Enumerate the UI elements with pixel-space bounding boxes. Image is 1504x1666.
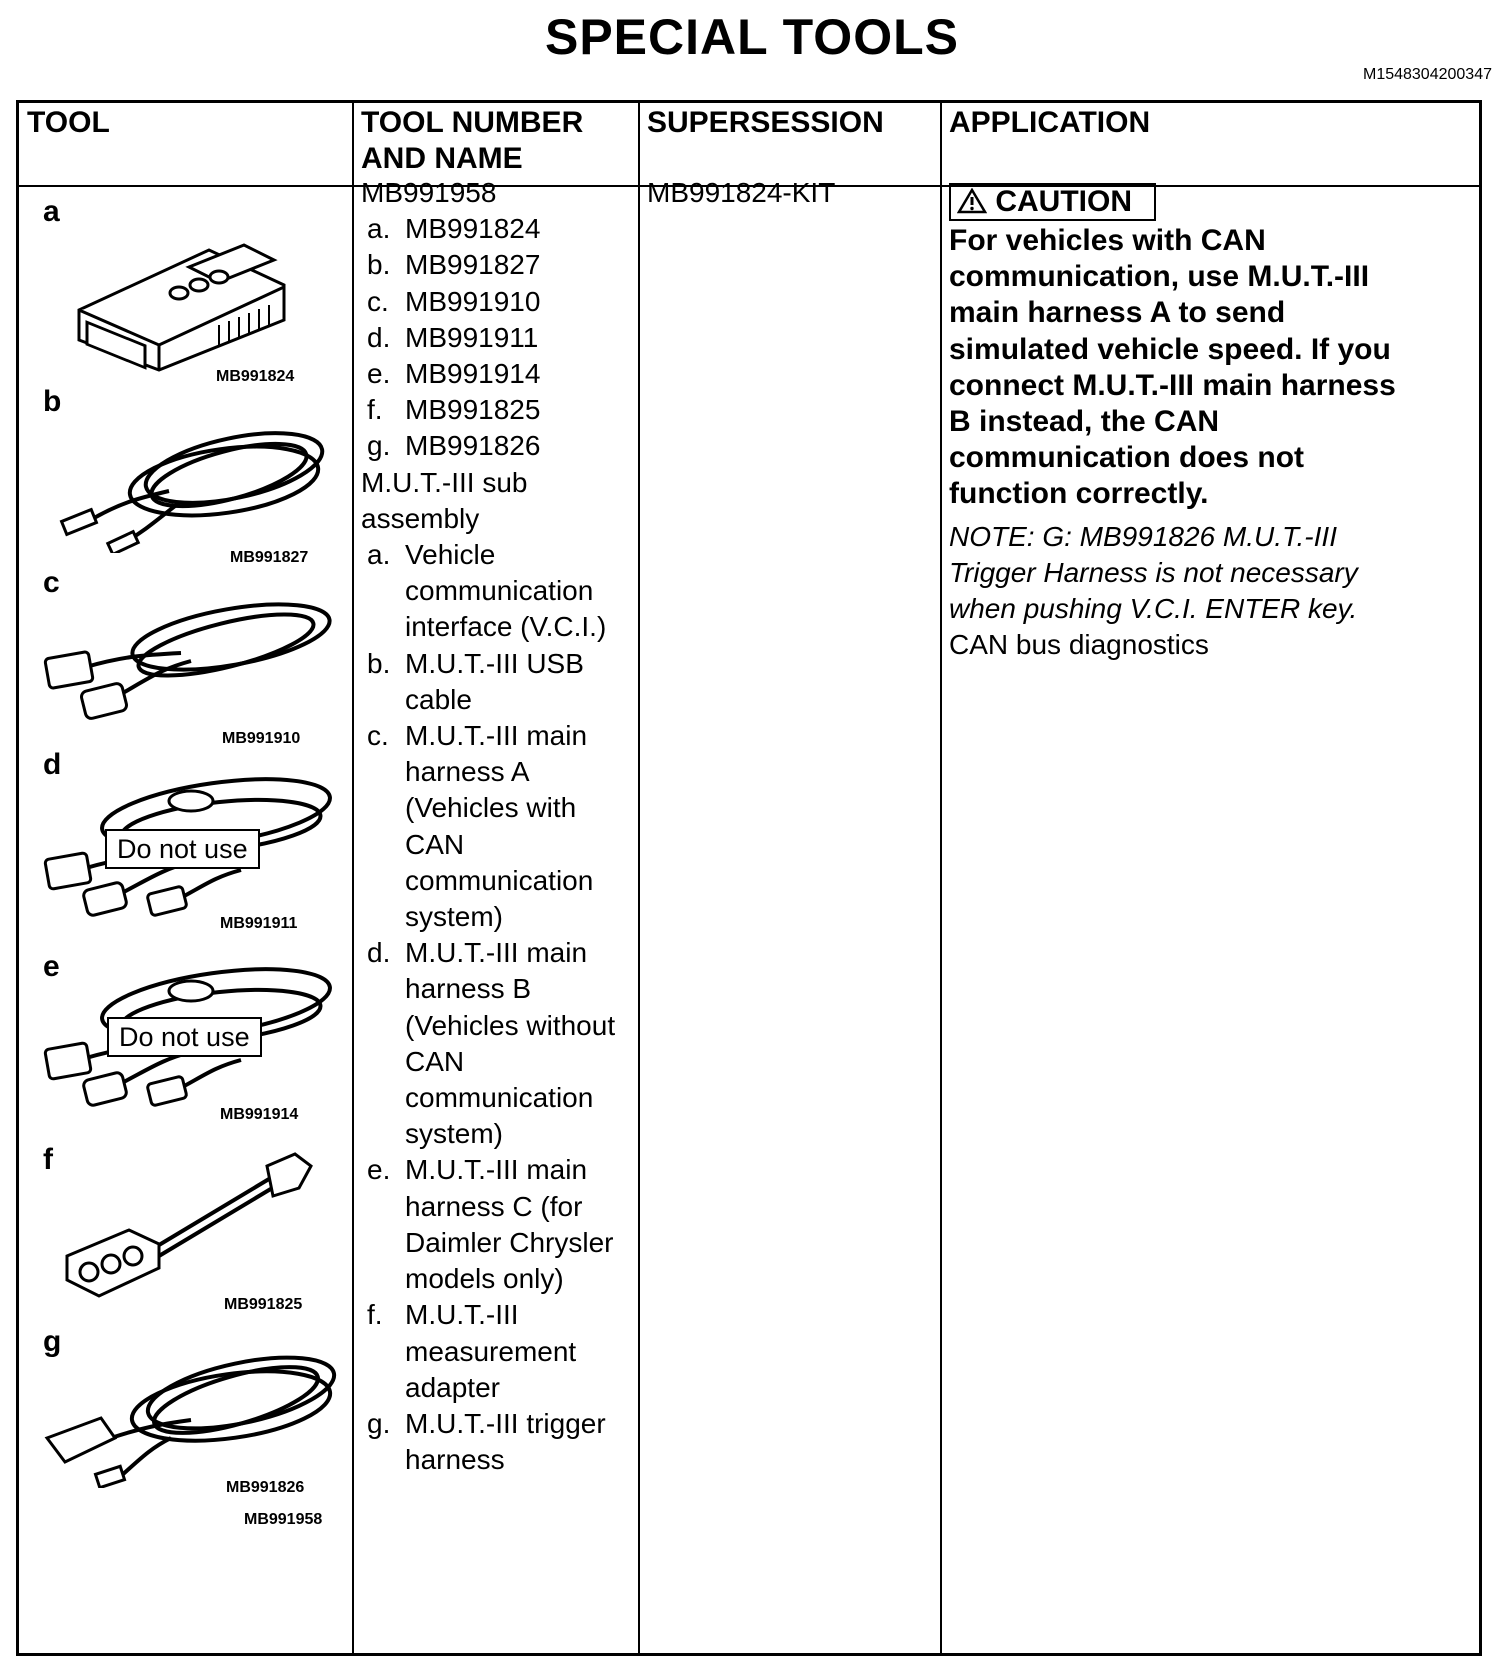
- item-letter: c.: [367, 720, 389, 752]
- list-item: [361, 718, 633, 935]
- usb-cable-icon: [49, 403, 334, 553]
- item-text: [405, 1152, 633, 1297]
- special-tools-table: [16, 100, 1482, 1656]
- item-letter: g.: [367, 430, 391, 462]
- caution-line: For vehicles with CAN: [949, 224, 1266, 257]
- list-item: [361, 935, 633, 1152]
- list-item: [361, 1406, 633, 1478]
- caution-label: CAUTION: [995, 185, 1132, 218]
- item-text: MB991911: [405, 321, 539, 353]
- main-harness-a-icon: [41, 587, 341, 722]
- item-line: M.U.T.-III main: [405, 1154, 588, 1186]
- column-divider: [940, 103, 942, 1653]
- item-text: [405, 537, 633, 646]
- caution-line: function correctly.: [949, 477, 1209, 511]
- item-line: CAN: [405, 828, 465, 860]
- assembly-name: assembly: [361, 502, 480, 534]
- list-item: [361, 537, 633, 646]
- list-item: [361, 356, 633, 392]
- item-line: Daimler Chrysler: [405, 1226, 614, 1258]
- tool-part-number: MB991826: [226, 1479, 305, 1496]
- list-item: [361, 646, 633, 718]
- caution-line: communication, use M.U.T.-III: [949, 260, 1370, 294]
- item-line: M.U.T.-III main: [405, 937, 588, 969]
- caution-line: B instead, the CAN: [949, 405, 1220, 439]
- list-item: [361, 247, 633, 283]
- item-line: communication: [405, 575, 594, 607]
- kit-number: MB991958: [361, 177, 497, 208]
- tool-part-number: MB991914: [220, 1106, 299, 1123]
- item-letter: b.: [367, 647, 391, 679]
- item-line: system): [405, 901, 503, 933]
- item-text: MB991825: [405, 394, 541, 426]
- supersession-cell: MB991824-KIT: [647, 177, 836, 208]
- caution-box: [949, 183, 1156, 221]
- item-letter: d.: [367, 321, 391, 353]
- item-line: measurement: [405, 1335, 577, 1367]
- application-text: CAN bus diagnostics: [949, 629, 1209, 661]
- do-not-use-label: Do not use: [107, 1017, 262, 1057]
- item-text: [405, 1406, 633, 1478]
- part-number-list: [361, 211, 633, 464]
- item-text: [405, 935, 633, 1152]
- do-not-use-label: Do not use: [105, 829, 260, 869]
- header-tool: TOOL: [27, 106, 110, 139]
- item-text: MB991826: [405, 430, 541, 462]
- item-letter: a.: [367, 213, 391, 245]
- item-line: harness B: [405, 973, 532, 1005]
- item-text: MB991824: [405, 213, 541, 245]
- tool-letter: g: [43, 1325, 62, 1358]
- item-line: CAN: [405, 1045, 465, 1077]
- note-line: NOTE: G: MB991826 M.U.T.-III: [949, 520, 1337, 552]
- document-id: M1548304200347: [1362, 66, 1492, 83]
- item-line: adapter: [405, 1371, 500, 1403]
- header-supersession: SUPERSESSION: [647, 106, 884, 139]
- item-line: cable: [405, 683, 472, 715]
- note-line: when pushing V.C.I. ENTER key.: [949, 593, 1358, 625]
- note-line: Trigger Harness is not necessary: [949, 556, 1358, 588]
- item-letter: e.: [367, 1154, 391, 1186]
- item-text: MB991914: [405, 358, 541, 390]
- tool-letter: b: [43, 385, 62, 418]
- column-divider: [638, 103, 640, 1653]
- component-name-list: [361, 537, 633, 1478]
- tool-letter: f: [43, 1143, 53, 1176]
- tool-letter: d: [43, 748, 62, 781]
- caution-line: connect M.U.T.-III main harness: [949, 368, 1396, 402]
- page-title: SPECIAL TOOLS: [544, 9, 959, 65]
- tool-letter: a: [43, 195, 60, 228]
- vci-unit-icon: [69, 215, 294, 375]
- item-letter: c.: [367, 285, 389, 317]
- list-item: [361, 1297, 633, 1406]
- list-item: [361, 284, 633, 320]
- item-letter: g.: [367, 1407, 391, 1439]
- caution-line: simulated vehicle speed. If you: [949, 332, 1391, 366]
- item-text: [405, 646, 633, 718]
- tool-part-number: MB991827: [230, 549, 309, 566]
- caution-line: communication does not: [949, 441, 1305, 475]
- item-line: communication: [405, 864, 594, 896]
- caution-text: [949, 223, 1479, 513]
- item-line: (Vehicles with: [405, 792, 577, 824]
- header-tool-number-name: [361, 105, 583, 177]
- item-line: harness A: [405, 756, 530, 788]
- header-line: TOOL NUMBER: [361, 106, 584, 139]
- item-line: harness: [405, 1444, 505, 1476]
- header-application: APPLICATION: [949, 106, 1151, 139]
- kit-part-number: MB991958: [244, 1511, 323, 1528]
- tool-part-number: MB991910: [222, 730, 301, 747]
- column-divider: [352, 103, 354, 1653]
- item-text: MB991827: [405, 249, 541, 281]
- item-letter: d.: [367, 937, 391, 969]
- item-letter: f.: [367, 1299, 383, 1331]
- item-line: interface (V.C.I.): [405, 611, 607, 643]
- tool-number-name-cell: [361, 175, 633, 1478]
- tool-part-number: MB991911: [220, 915, 298, 932]
- item-line: models only): [405, 1263, 564, 1295]
- item-line: Vehicle: [405, 539, 496, 571]
- note-text: [949, 519, 1479, 628]
- list-item: [361, 392, 633, 428]
- item-line: M.U.T.-III USB: [405, 647, 584, 679]
- application-cell: [949, 183, 1479, 663]
- list-item: [361, 1152, 633, 1297]
- item-letter: f.: [367, 394, 383, 426]
- item-letter: e.: [367, 358, 391, 390]
- item-line: (Vehicles without: [405, 1009, 616, 1041]
- list-item: [361, 211, 633, 247]
- warning-triangle-icon: [957, 188, 987, 214]
- caution-line: main harness A to send: [949, 296, 1286, 330]
- tool-part-number: MB991824: [216, 368, 295, 385]
- item-line: M.U.T.-III: [405, 1299, 519, 1331]
- item-line: M.U.T.-III main: [405, 720, 588, 752]
- tool-part-number: MB991825: [224, 1296, 303, 1313]
- tool-letter: e: [43, 950, 60, 983]
- item-text: [405, 718, 633, 935]
- item-letter: a.: [367, 539, 391, 571]
- header-line: AND NAME: [361, 142, 523, 175]
- item-line: M.U.T.-III trigger: [405, 1407, 606, 1439]
- item-line: harness C (for: [405, 1190, 583, 1222]
- item-line: communication: [405, 1082, 594, 1114]
- item-text: MB991910: [405, 285, 541, 317]
- item-text: [405, 1297, 633, 1406]
- trigger-harness-icon: [41, 1338, 341, 1488]
- assembly-name: M.U.T.-III sub: [361, 466, 528, 498]
- item-line: system): [405, 1118, 503, 1150]
- measurement-adapter-icon: [59, 1148, 319, 1308]
- list-item: [361, 320, 633, 356]
- item-letter: b.: [367, 249, 391, 281]
- tool-letter: c: [43, 566, 60, 599]
- list-item: [361, 428, 633, 464]
